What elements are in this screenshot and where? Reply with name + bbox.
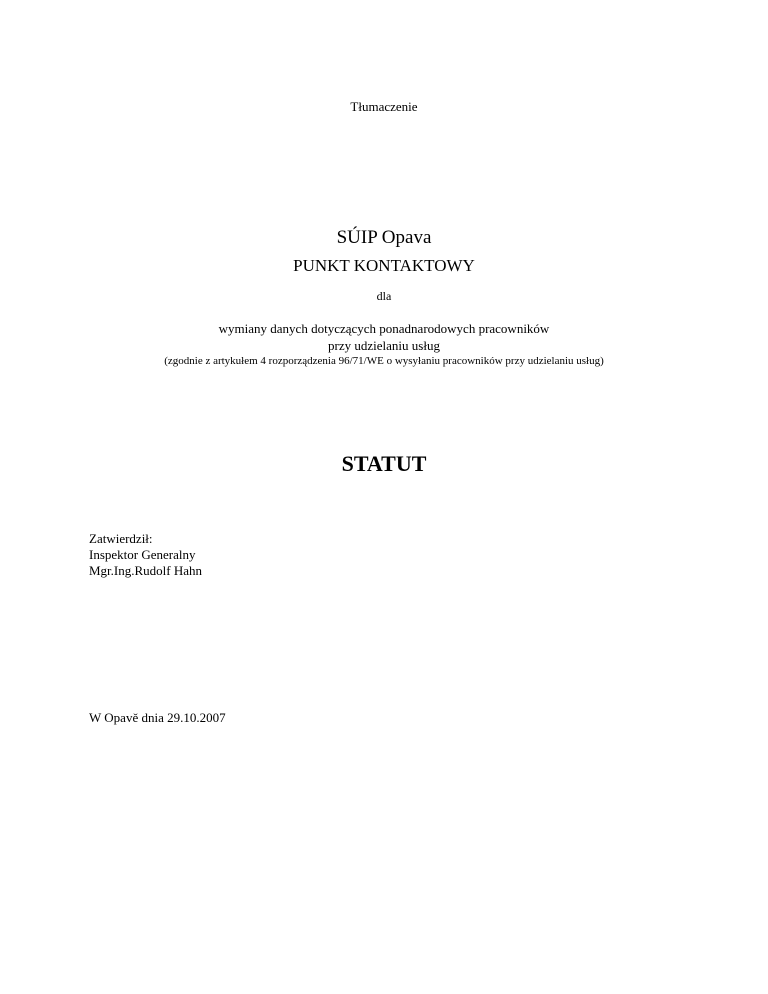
place-and-date: W Opavě dnia 29.10.2007: [89, 710, 226, 725]
organization-name: SÚIP Opava: [336, 227, 432, 248]
preposition-text: dla: [376, 289, 392, 303]
approval-block: [89, 531, 202, 579]
legal-basis-note: (zgodnie z artykułem 4 rozporządzenia 96/71/WE o wysyłaniu pracowników przy udzielaniu usług): [164, 355, 604, 367]
translation-note: Tłumaczenie: [350, 99, 418, 114]
approver-name: Mgr.Ing.Rudolf Hahn: [89, 563, 203, 578]
approval-label: Zatwierdził:: [89, 531, 153, 546]
approver-position: Inspektor Generalny: [89, 547, 196, 562]
unit-name: PUNKT KONTAKTOWY: [293, 256, 475, 275]
purpose-line-1: wymiany danych dotyczących ponadnarodowych pracowników: [218, 321, 550, 336]
document-title: STATUT: [341, 451, 427, 476]
purpose-line-2: przy udzielaniu usług: [328, 338, 440, 353]
